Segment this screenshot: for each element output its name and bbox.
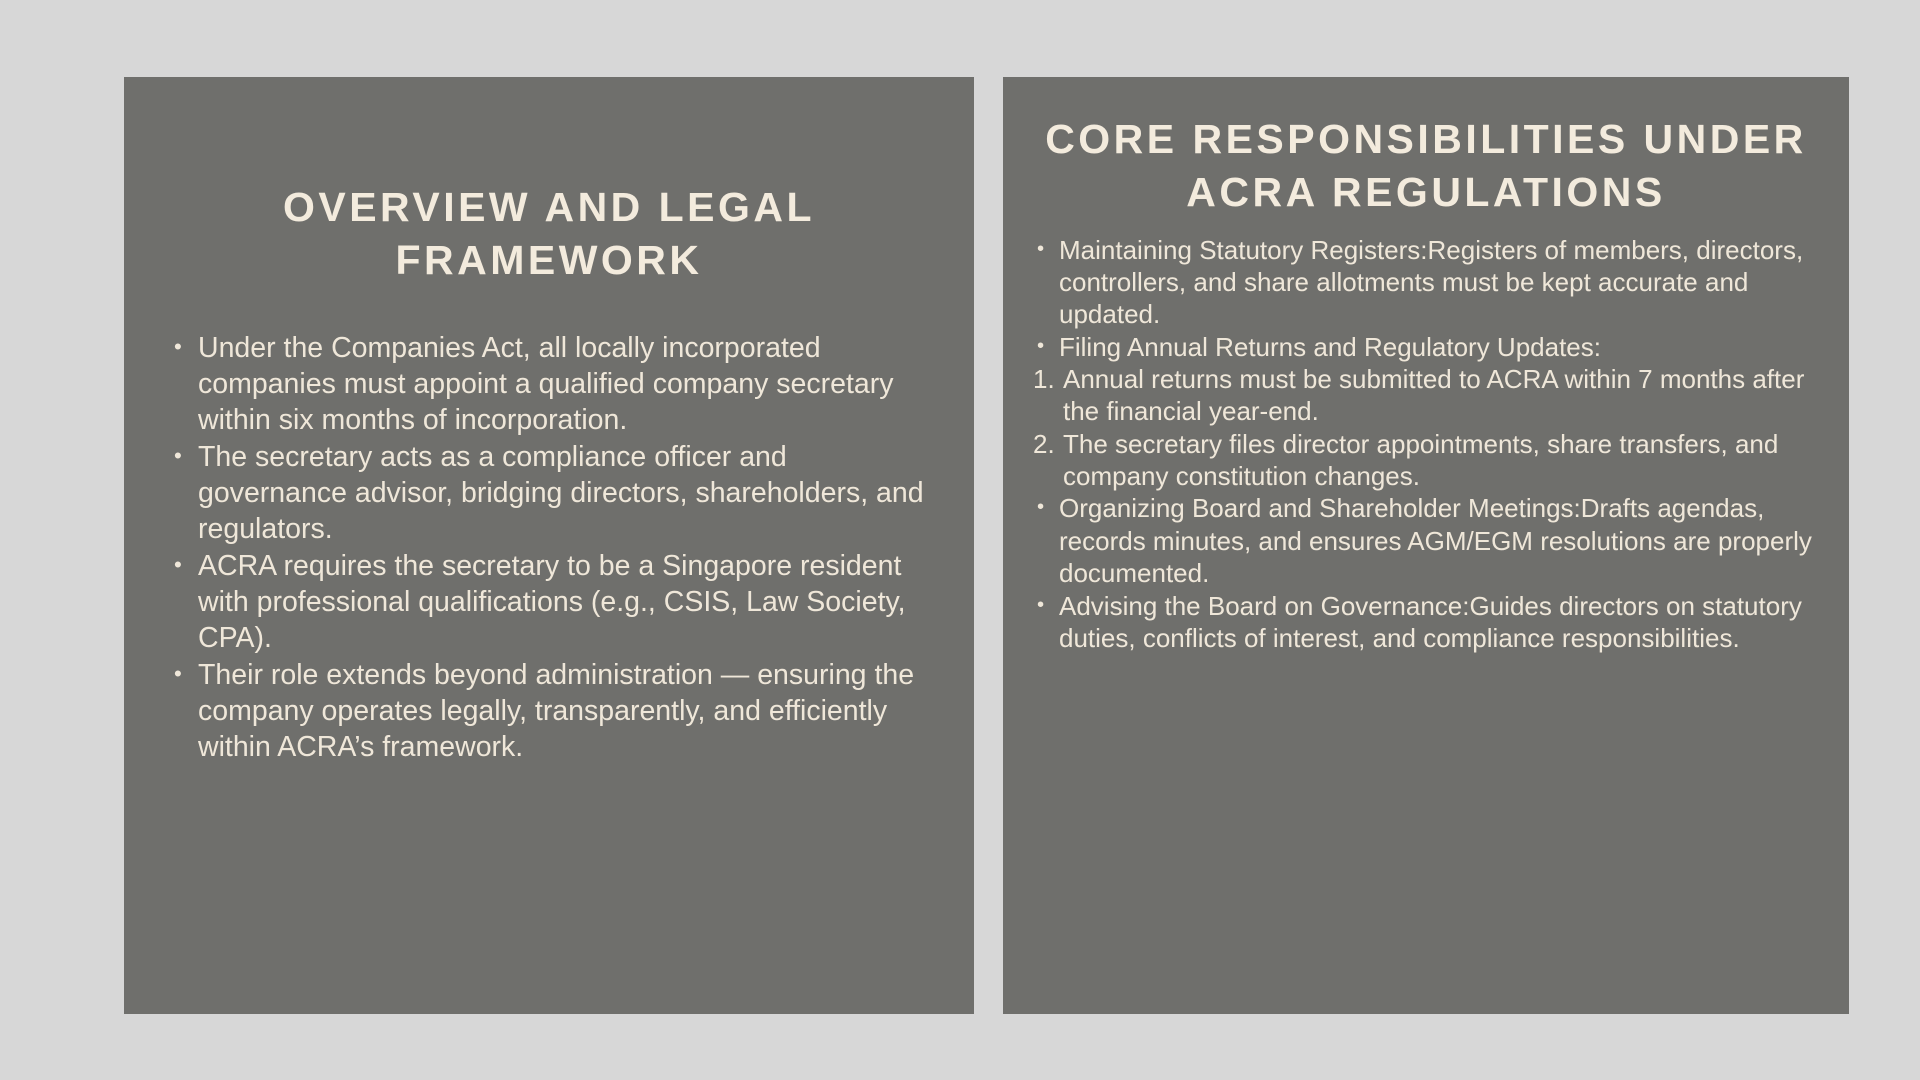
list-number: 1. [1033,364,1055,395]
list-number: 2. [1033,428,1055,459]
list-item [168,657,930,766]
list-item-text: Their role extends beyond administration — ensuring the company operates legally, transparently, and efficiently within ACRA’s framework. [198,658,915,764]
list-item-text: Advising the Board on Governance:Guides directors on statutory duties, conflicts of interest, and compliance responsibilities. [1059,590,1802,653]
bullet-icon: • [174,333,182,359]
list-item [1033,331,1819,363]
list-item [1033,590,1819,655]
list-item [1033,363,1819,428]
list-item-text: The secretary files director appointments, share transfers, and company constitution changes. [1063,428,1779,492]
list-item [168,548,930,657]
bullet-icon: • [174,551,182,577]
bullet-icon: • [1037,237,1045,260]
list-item-text: Maintaining Statutory Registers:Registers of members, directors, controllers, and share allotments must be kept accurate and updated. [1059,234,1804,330]
bullet-icon: • [1037,496,1045,519]
list-item-text: Annual returns must be submitted to ACRA within 7 months after the financial year-end. [1063,364,1805,427]
list-item-text: Filing Annual Returns and Regulatory Updates: [1059,331,1601,362]
list-item [1033,234,1819,331]
bullet-list-left [168,330,930,766]
list-item-text: Under the Companies Act, all locally incorporated companies must appoint a qualified company secretary within six months of incorporation. [198,331,894,437]
list-item-text: ACRA requires the secretary to be a Singapore resident with professional qualifications (e.g., CSIS, Law Society, CPA). [198,549,906,655]
list-item [1033,492,1819,589]
list-item [168,330,930,439]
bullet-icon: • [1037,593,1045,616]
panel-core-responsibilities-under-acra-regulations [1003,77,1849,1014]
bullet-icon: • [174,660,182,686]
list-item-text: Organizing Board and Shareholder Meetings:Drafts agendas, records minutes, and ensures AGM/EGM resolutions are properly documented. [1059,493,1812,589]
list-item [168,439,930,548]
panel-overview-and-legal-framework [124,77,974,1014]
list-item-text: The secretary acts as a compliance officer and governance advisor, bridging directors, shareholders, and regulators. [198,440,924,546]
bullet-list-right [1033,234,1819,655]
panel-title-right: CORE RESPONSIBILITIES UNDER ACRA REGULATIONS [1045,116,1807,216]
bullet-icon: • [1037,334,1045,357]
list-item [1033,428,1819,493]
bullet-icon: • [174,442,182,468]
panel-title-left: OVERVIEW AND LEGAL FRAMEWORK [283,184,815,284]
